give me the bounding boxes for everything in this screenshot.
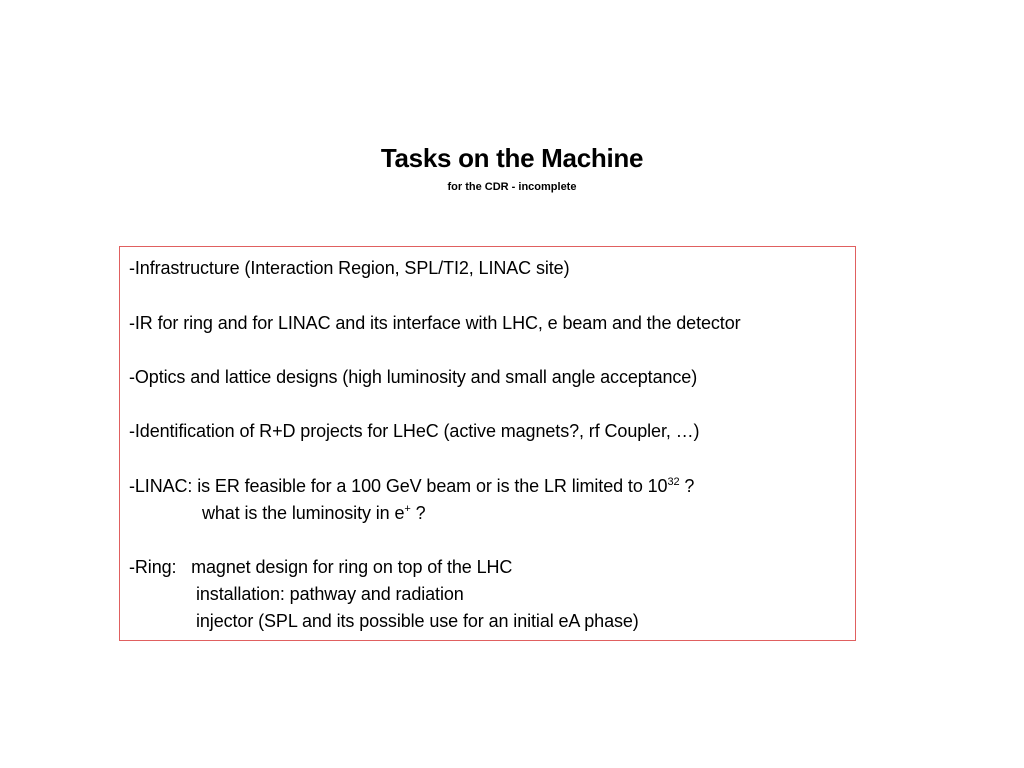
task-ring-text: -Ring: magnet design for ring on top of the LHC: [129, 557, 513, 577]
slide-subtitle: for the CDR - incomplete: [447, 181, 577, 193]
task-linac-sub-text: what is the luminosity in e: [202, 503, 405, 523]
task-ring: [129, 556, 512, 578]
task-linac-tail: ?: [679, 476, 695, 496]
task-linac: [129, 475, 694, 497]
task-linac-sub: [202, 502, 426, 524]
task-list-box: [119, 246, 856, 641]
task-linac-exponent: 32: [667, 476, 680, 488]
task-ring-installation: installation: pathway and radiation: [196, 584, 464, 604]
task-ir: -IR for ring and for LINAC and its interface with LHC, e beam and the detector: [129, 313, 741, 333]
slide-title: Tasks on the Machine: [380, 143, 644, 173]
task-linac-sub-sup: +: [404, 503, 411, 515]
task-ring-injector: injector (SPL and its possible use for an initial eA phase): [196, 611, 639, 631]
task-linac-text: -LINAC: is ER feasible for a 100 GeV beam or is the LR limited to 10: [129, 476, 668, 496]
task-identification: -Identification of R+D projects for LHeC (active magnets?, rf Coupler, …): [129, 421, 700, 441]
task-infrastructure: -Infrastructure (Interaction Region, SPL/TI2, LINAC site): [129, 258, 570, 278]
task-optics: -Optics and lattice designs (high luminosity and small angle acceptance): [129, 367, 698, 387]
task-linac-sub-tail: ?: [410, 503, 426, 523]
